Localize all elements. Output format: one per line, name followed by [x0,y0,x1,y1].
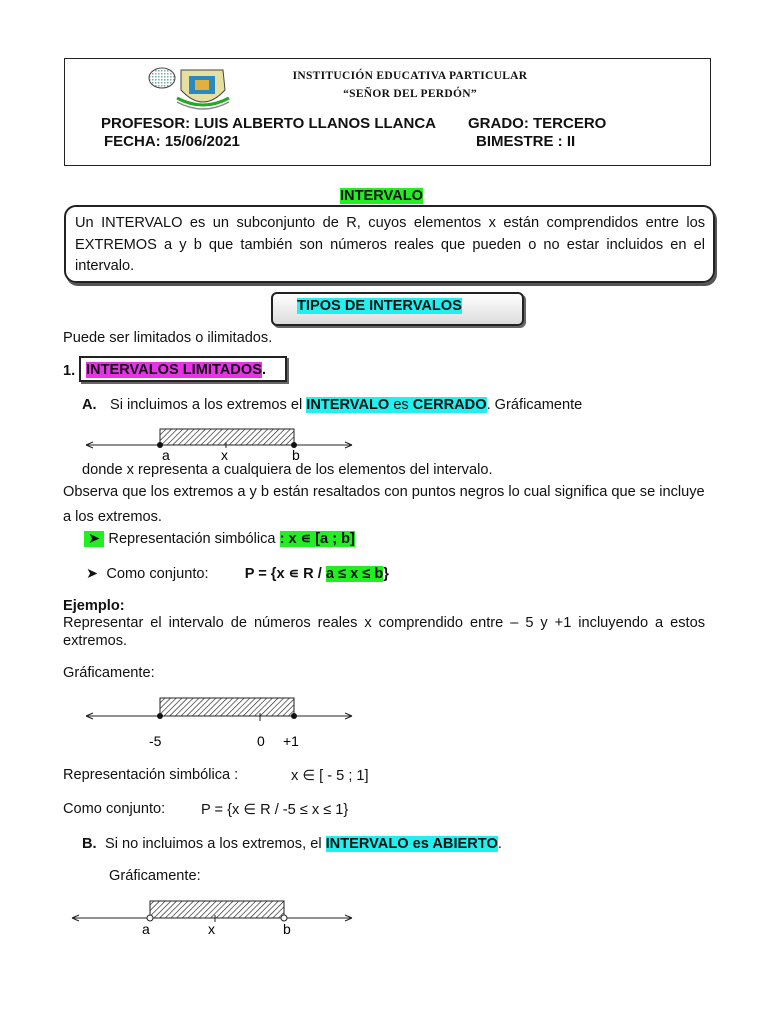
label-a: a [142,921,150,937]
school-logo [143,64,233,116]
partA-note: donde x representa a cualquiera de los elementos del intervalo. [82,462,493,478]
number-line-closed [80,424,360,464]
partA-observation: Observa que los extremos a y b están resaltados con puntos negros lo cual significa que se incluye a los extremos. [63,484,705,525]
ejemplo-simb-value: x ∈ [ - 5 ; 1] [291,768,369,784]
section1-title: INTERVALOS LIMITADOS. [86,362,266,378]
interval-bar [150,901,284,918]
label-b: b [283,921,291,937]
ejemplo-graf: Gráficamente: [63,665,155,681]
partB-text: Si no incluimos a los extremos, el INTERVALO es ABIERTO. [105,836,502,852]
bullet-simbolica: ➤ Representación simbólica : x ∊ [a ; b] [84,531,355,547]
school-name: “SEÑOR DEL PERDÓN” [343,88,477,100]
definition-text: Un INTERVALO es un subconjunto de R, cuyos elementos x están comprendidos entre los EXTREMOS a y b que también son números reales que pueden o no estar incluidos en el intervalo. [75,215,705,274]
institution-name: INSTITUCIÓN EDUCATIVA PARTICULAR [292,70,528,82]
closed-endpoint-right [291,713,297,719]
interval-bar [160,698,294,716]
fecha-label: FECHA: 15/06/2021 [104,133,240,150]
profesor-label: PROFESOR: LUIS ALBERTO LLANOS LLANCA [101,115,436,132]
number-line-open [68,896,358,938]
label-x: x [221,447,228,463]
ejemplo-title: Ejemplo: [63,598,125,614]
partB-graf: Gráficamente: [109,868,201,884]
arrow-bullet-icon: ➤ [84,531,105,547]
number-line-example [80,692,360,752]
interval-bar [160,429,294,445]
label-zero: 0 [257,733,265,749]
ejemplo-text: Representar el intervalo de números reales x comprendido entre – 5 y +1 incluyendo a estos extremos. [63,615,705,649]
tipos-title: TIPOS DE INTERVALOS [297,298,462,314]
grado-label: GRADO: TERCERO [468,115,607,132]
ejemplo-simb-label: Representación simbólica : [63,767,239,783]
bullet-conjunto: ➤ Como conjunto: P = {x ∊ R / a ≤ x ≤ b} [86,566,389,582]
section1-number: 1. [63,363,76,379]
page-title: INTERVALO [340,188,423,204]
intro-text: Puede ser limitados o ilimitados. [63,330,273,346]
partA-text: Si incluimos a los extremos el INTERVALO es CERRADO. Gráficamente [110,397,583,413]
partA-letter: A. [82,397,97,413]
closed-endpoint-left [157,713,163,719]
label-plus1: +1 [283,733,299,749]
label-x: x [208,921,215,937]
label-a: a [162,447,170,463]
ejemplo-conj-label: Como conjunto: [63,801,166,817]
partB-letter: B. [82,836,97,852]
label-b: b [292,447,300,463]
label-minus5: -5 [149,733,162,749]
ejemplo-conj-value: P = {x ∈ R / -5 ≤ x ≤ 1} [201,802,349,818]
arrow-bullet-icon: ➤ [86,566,103,582]
bimestre-label: BIMESTRE : II [476,133,576,150]
